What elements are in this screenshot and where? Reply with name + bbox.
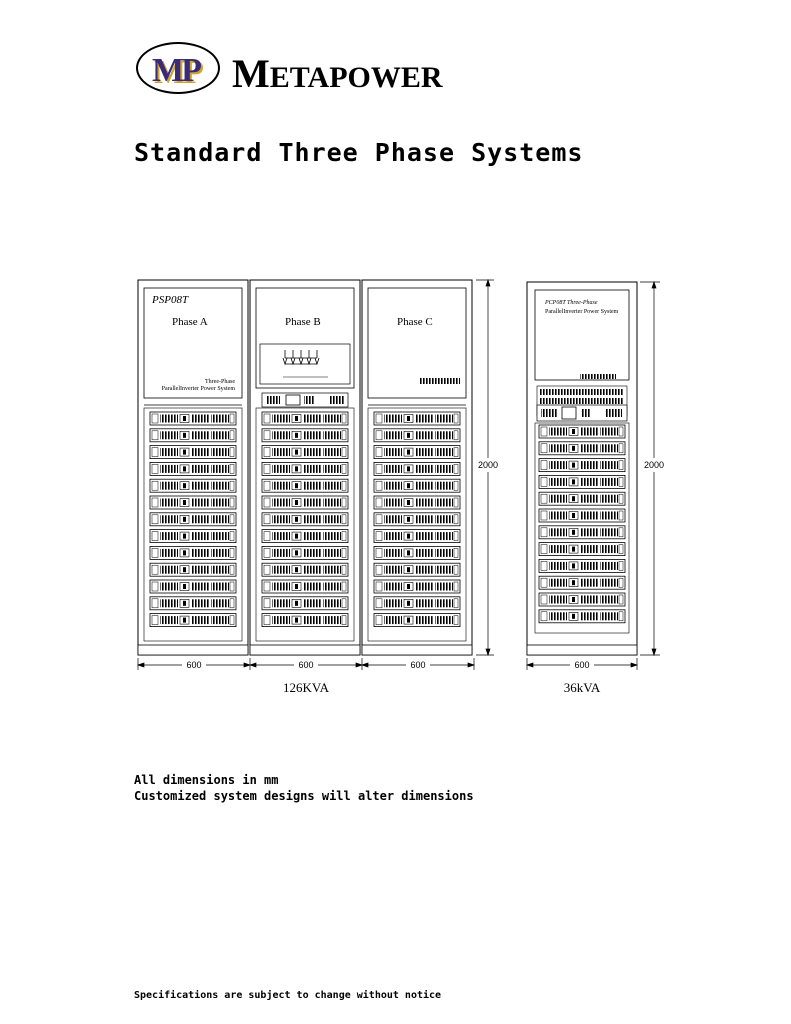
phase-c-label: Phase C: [397, 316, 433, 328]
width-label-c: 600: [410, 660, 426, 670]
left-model-label: PSP08T: [152, 294, 189, 306]
left-capacity-label: 126KVA: [283, 680, 329, 695]
width-label-a: 600: [186, 660, 202, 670]
logo-wordmark-rest: ETAPOWER: [269, 61, 443, 94]
cabinet-c: [362, 280, 472, 655]
cabinet-single: [527, 282, 637, 655]
right-width-label: 600: [574, 660, 590, 670]
phase-a-label: Phase A: [172, 316, 208, 328]
logo-wordmark-initial: M: [232, 51, 270, 96]
logo-wordmark: [232, 50, 443, 97]
right-model-line2: ParallelInverter Power System: [545, 309, 619, 315]
right-capacity-label: 36kVA: [563, 680, 601, 695]
logo-mark: MP: [152, 52, 199, 89]
logo-oval: [136, 42, 220, 94]
notes: [134, 772, 474, 804]
vendor-mark: [420, 378, 460, 384]
cabinet-drawing: [120, 270, 680, 710]
right-height-label: 2000: [643, 460, 665, 470]
note-customization: Customized system designs will alter dimensions: [134, 789, 474, 803]
width-label-b: 600: [298, 660, 314, 670]
note-dimensions: All dimensions in mm: [134, 773, 279, 787]
left-label-line2: ParallelInverter Power System: [161, 386, 235, 392]
footer-disclaimer: Specifications are subject to change without notice: [134, 990, 442, 1001]
left-height-label: 2000: [477, 460, 499, 470]
page-title: Standard Three Phase Systems: [134, 138, 584, 167]
phase-b-label: Phase B: [285, 316, 321, 328]
cabinet-b: [250, 280, 360, 655]
left-label-line1: Three-Phase: [205, 379, 235, 385]
cabinet-a: [138, 280, 248, 655]
metapower-logo: [136, 40, 443, 100]
right-model-line1: PCP08T Three-Phase: [545, 300, 598, 306]
